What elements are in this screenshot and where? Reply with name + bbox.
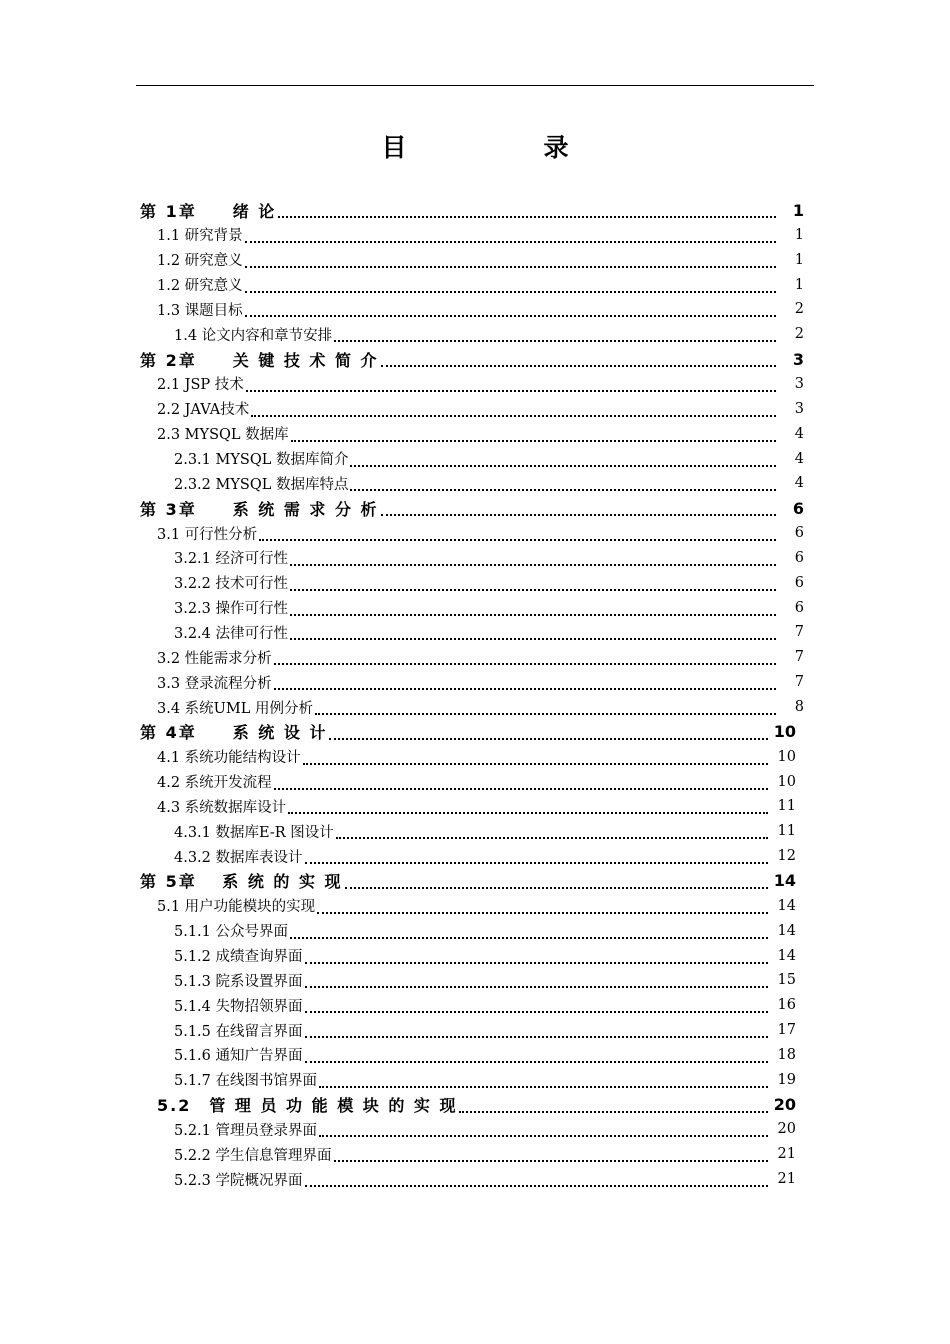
toc-section-entry[interactable] <box>157 670 804 694</box>
toc-entry-title: 4.3.1 数据库E-R 图设计 <box>174 824 334 841</box>
toc-page-number: 20 <box>777 1121 796 1138</box>
toc-section-entry[interactable] <box>157 695 804 719</box>
toc-leader-dots <box>305 1016 768 1038</box>
toc-leader-dots <box>290 917 768 939</box>
toc-leader-dots <box>245 271 776 293</box>
toc-section-entry[interactable] <box>157 745 796 769</box>
toc-chapter-entry[interactable] <box>140 720 796 744</box>
toc-chapter-entry[interactable] <box>140 198 804 222</box>
toc-leader-dots <box>381 345 776 367</box>
toc-entry-title: 2.3 MYSQL 数据库 <box>157 427 289 444</box>
toc-leader-dots <box>245 221 776 243</box>
toc-leader-dots <box>345 867 768 889</box>
toc-section-entry[interactable] <box>157 397 804 421</box>
toc-page-number: 8 <box>794 699 804 715</box>
toc-page-number: 21 <box>777 1146 796 1163</box>
toc-leader-dots <box>290 569 776 591</box>
toc-section-entry[interactable] <box>157 372 804 396</box>
toc-section-entry[interactable] <box>157 794 796 818</box>
toc-page-number: 10 <box>777 773 796 790</box>
toc-section-entry[interactable] <box>174 620 804 644</box>
toc-leader-dots <box>290 544 776 566</box>
toc-leader-dots <box>319 1066 768 1088</box>
toc-section-entry[interactable] <box>174 1117 796 1141</box>
header-rule <box>136 85 814 86</box>
toc-leader-dots <box>329 718 767 740</box>
toc-leader-dots <box>336 817 768 839</box>
toc-entry-title: 3.4 系统UML 用例分析 <box>157 700 313 717</box>
toc-entry-title: 5.1.6 通知广告界面 <box>174 1048 303 1065</box>
toc-chapter-entry[interactable] <box>140 347 804 371</box>
toc-entry-title: 3.2 性能需求分析 <box>157 650 272 667</box>
toc-entry-title: 3.2.2 技术可行性 <box>174 576 289 593</box>
toc-leader-dots <box>278 196 776 218</box>
toc-entry-title: 5.1.1 公众号界面 <box>174 924 289 941</box>
toc-section-entry[interactable] <box>157 645 804 669</box>
toc-chapter-entry[interactable] <box>140 869 796 893</box>
toc-entry-title: 2.3.2 MYSQL 数据库特点 <box>174 476 349 493</box>
toc-entry-title: 5.2.3 学院概况界面 <box>174 1172 303 1189</box>
toc-page-number: 21 <box>777 1171 796 1188</box>
toc-section-entry[interactable] <box>174 819 796 843</box>
toc-leader-dots <box>305 842 768 864</box>
toc-page-number: 14 <box>777 922 796 939</box>
toc-entry-title: 1.2 研究意义 <box>157 278 243 295</box>
toc-page-number: 6 <box>794 549 804 566</box>
toc-page-number: 7 <box>794 624 804 641</box>
toc-page-number: 2 <box>794 301 804 318</box>
toc-entry-title: 第 3章 系 统 需 求 分 析 <box>140 499 379 519</box>
toc-leader-dots <box>274 768 768 790</box>
toc-entry-title: 5.1.5 在线留言界面 <box>174 1023 303 1040</box>
toc-section-entry[interactable] <box>157 273 804 297</box>
toc-leader-dots <box>251 395 776 417</box>
toc-section-entry[interactable] <box>157 297 804 321</box>
toc-page-number: 14 <box>777 947 796 964</box>
toc-entry-title: 5.1.7 在线图书馆界面 <box>174 1073 318 1090</box>
toc-leader-dots <box>245 295 776 317</box>
toc-section-entry[interactable] <box>157 521 804 545</box>
toc-leader-dots <box>288 792 768 814</box>
toc-page-number: 7 <box>794 649 804 666</box>
toc-entry-title: 3.1 可行性分析 <box>157 526 258 543</box>
toc-entry-title: 3.3 登录流程分析 <box>157 675 272 692</box>
toc-page-number: 19 <box>777 1071 796 1088</box>
toc-entry-title: 1.2 研究意义 <box>157 253 243 270</box>
toc-entry-title: 5.2 管 理 员 功 能 模 块 的 实 现 <box>157 1096 458 1116</box>
toc-leader-dots <box>334 1140 768 1162</box>
toc-entry-title: 3.2.3 操作可行性 <box>174 601 289 618</box>
toc-section-entry[interactable] <box>157 248 804 272</box>
toc-section-entry[interactable] <box>174 447 804 471</box>
toc-leader-dots <box>350 469 776 491</box>
toc-page-number: 11 <box>777 798 796 815</box>
toc-section-entry[interactable] <box>174 596 804 620</box>
toc-page-number: 17 <box>777 1022 796 1039</box>
toc-page-number: 15 <box>777 972 796 989</box>
toc-section-entry[interactable] <box>174 1167 796 1191</box>
page-title: 目 录 <box>381 133 625 162</box>
toc-entry-title: 3.2.4 法律可行性 <box>174 625 289 642</box>
toc-entry-title: 1.1 研究背景 <box>157 228 243 245</box>
toc-leader-dots <box>381 494 776 516</box>
toc-page-number: 1 <box>792 200 804 220</box>
toc-leader-dots <box>305 942 768 964</box>
toc-section-entry[interactable] <box>174 968 796 992</box>
toc-entry-title: 第 4章 系 统 设 计 <box>140 723 328 743</box>
toc-entry-title: 2.2 JAVA技术 <box>157 402 250 419</box>
toc-entry-title: 5.1.2 成绩查询界面 <box>174 949 303 965</box>
toc-page-number: 3 <box>792 349 804 369</box>
toc-section-entry[interactable] <box>174 1018 796 1042</box>
toc-entry-title: 4.2 系统开发流程 <box>157 775 272 792</box>
toc-section-entry[interactable] <box>174 571 804 595</box>
toc-page-number: 1 <box>794 251 804 268</box>
toc-page-number: 10 <box>777 748 796 765</box>
toc-leader-dots <box>274 668 776 690</box>
toc-page-number: 14 <box>777 897 796 914</box>
toc-entry-title: 4.1 系统功能结构设计 <box>157 750 301 767</box>
toc-section-entry[interactable] <box>174 944 796 968</box>
toc-entry-title: 1.4 论文内容和章节安排 <box>174 327 333 344</box>
toc-page-number: 6 <box>792 498 804 518</box>
toc-page-number: 6 <box>794 574 804 591</box>
toc-page-number: 11 <box>777 823 796 840</box>
toc-leader-dots <box>305 1041 768 1063</box>
toc-page-number: 6 <box>794 525 804 542</box>
toc-entry-title: 4.3.2 数据库表设计 <box>174 849 303 866</box>
toc-page-number: 16 <box>777 997 796 1014</box>
toc-entry-title: 3.2.1 经济可行性 <box>174 551 289 568</box>
toc-entry-title: 5.1.3 院系设置界面 <box>174 973 303 990</box>
toc-section-entry[interactable] <box>157 770 796 794</box>
toc-entry-title: 2.3.1 MYSQL 数据库简介 <box>174 452 349 468</box>
toc-entry-title: 第 5章 系 统 的 实 现 <box>140 872 343 892</box>
toc-leader-dots <box>259 519 776 541</box>
toc-leader-dots <box>290 618 776 640</box>
toc-leader-dots <box>350 445 776 467</box>
toc-page-number: 12 <box>777 848 796 865</box>
toc-section-entry[interactable] <box>157 894 796 918</box>
toc-entry-title: 2.1 JSP 技术 <box>157 377 244 394</box>
toc-page-number: 4 <box>794 450 804 467</box>
toc-entry-title: 1.3 课题目标 <box>157 302 243 319</box>
toc-leader-dots <box>315 693 776 715</box>
toc-section-entry[interactable] <box>157 223 804 247</box>
toc-entry-title: 5.2.2 学生信息管理界面 <box>174 1147 332 1164</box>
toc-page-number: 2 <box>794 326 804 343</box>
toc-page-number: 10 <box>773 722 796 742</box>
toc-entry-title: 5.1.4 失物招领界面 <box>174 998 303 1015</box>
toc-entry-title: 第 2章 关 键 技 术 简 介 <box>140 350 379 370</box>
toc-section-entry[interactable] <box>174 322 804 346</box>
toc-leader-dots <box>291 420 776 442</box>
toc-leader-dots <box>303 743 768 765</box>
toc-section-entry[interactable] <box>174 993 796 1017</box>
toc-page-number: 3 <box>794 400 804 417</box>
toc-page-number: 4 <box>794 475 804 492</box>
toc-page-number: 3 <box>794 375 804 392</box>
toc-leader-dots <box>274 643 776 665</box>
toc-leader-dots <box>246 370 776 392</box>
toc-entry-title: 5.2.1 管理员登录界面 <box>174 1122 318 1139</box>
toc-section-entry[interactable] <box>174 844 796 868</box>
toc-page-number: 18 <box>777 1046 796 1063</box>
toc-page-number: 14 <box>773 871 796 891</box>
toc-section-entry[interactable] <box>174 1068 796 1092</box>
toc-leader-dots <box>319 1115 768 1137</box>
toc-leader-dots <box>334 320 776 342</box>
toc-leader-dots <box>305 991 768 1013</box>
toc-section-entry[interactable] <box>174 1142 796 1166</box>
toc-leader-dots <box>317 892 768 914</box>
toc-page-number: 20 <box>773 1095 796 1115</box>
toc-page-number: 7 <box>794 674 804 691</box>
toc-entry-title: 第 1章 绪 论 <box>140 201 277 221</box>
toc-section-entry[interactable] <box>174 546 804 570</box>
toc-entry-title: 4.3 系统数据库设计 <box>157 799 287 816</box>
toc-section-entry[interactable] <box>174 1043 796 1067</box>
toc-page-number: 4 <box>794 425 804 442</box>
toc-page-number: 1 <box>794 276 804 293</box>
toc-chapter-entry[interactable] <box>140 496 804 520</box>
toc-leader-dots <box>290 594 776 616</box>
toc-page-number: 6 <box>794 599 804 616</box>
toc-leader-dots <box>305 966 768 988</box>
toc-chapter-entry[interactable] <box>157 1093 796 1117</box>
toc-section-entry[interactable] <box>157 422 804 446</box>
toc-section-entry[interactable] <box>174 471 804 495</box>
toc-leader-dots <box>459 1091 767 1113</box>
toc-section-entry[interactable] <box>174 919 796 943</box>
toc-entry-title: 5.1 用户功能模块的实现 <box>157 899 316 916</box>
toc-leader-dots <box>245 246 776 268</box>
toc-leader-dots <box>305 1165 768 1187</box>
toc-page-number: 1 <box>794 226 804 243</box>
